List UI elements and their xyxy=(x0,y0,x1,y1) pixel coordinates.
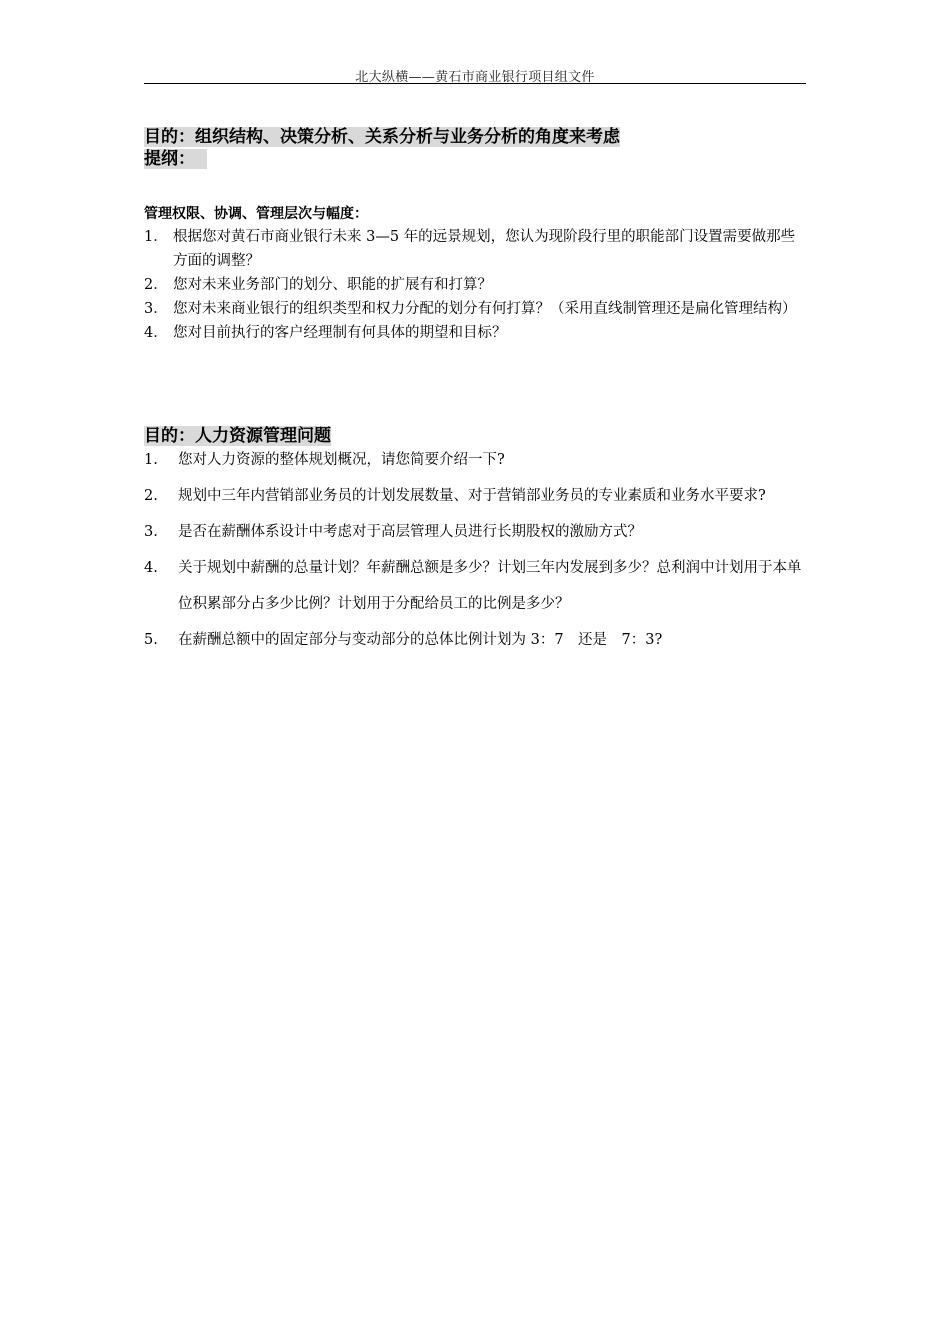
list-item-text: 规划中三年内营销部业务员的计划发展数量、对于营销部业务员的专业素质和业务水平要求? xyxy=(178,488,766,504)
section2-purpose: 目的：人力资源管理问题 xyxy=(144,426,331,446)
list-item xyxy=(144,321,808,345)
list-item-text: 是否在薪酬体系设计中考虑对于高层管理人员进行长期股权的激励方式？ xyxy=(178,524,642,540)
list-item-number: 1． xyxy=(144,229,168,245)
list-item-number: 4. xyxy=(144,560,158,576)
list-item-text: 您对人力资源的整体规划概况，请您简要介绍一下? xyxy=(178,452,505,468)
list-item xyxy=(144,273,808,297)
list-item xyxy=(144,514,808,550)
header-divider xyxy=(144,83,806,84)
list-item-number: 4． xyxy=(144,325,168,341)
list-item xyxy=(144,297,808,321)
list-item-text: 关于规划中薪酬的总量计划？年薪酬总额是多少？计划三年内发展到多少？总利润中计划用于本单位积累部分占多少比例？计划用于分配给员工的比例是多少？ xyxy=(178,560,802,612)
section1-heading xyxy=(144,126,620,170)
section1-list xyxy=(144,225,808,345)
list-item-text: 您对未来业务部门的划分、职能的扩展有和打算？ xyxy=(173,277,492,293)
list-item xyxy=(144,550,808,622)
list-item-number: 1. xyxy=(144,452,158,468)
list-item-text: 在薪酬总额中的固定部分与变动部分的总体比例计划为 3：7 还是 7：3? xyxy=(178,632,663,648)
list-item-text: 您对未来商业银行的组织类型和权力分配的划分有何打算？（采用直线制管理还是扁化管理结构） xyxy=(173,301,797,317)
list-item-text: 您对目前执行的客户经理制有何具体的期望和目标？ xyxy=(173,325,507,341)
list-item-number: 3. xyxy=(144,524,158,540)
section1-purpose: 目的：组织结构、决策分析、关系分析与业务分析的角度来考虑 xyxy=(144,127,620,147)
section1-subheading: 管理权限、协调、管理层次与幅度： xyxy=(144,206,368,222)
list-item-number: 2. xyxy=(144,488,158,504)
list-item-number: 2． xyxy=(144,277,168,293)
list-item-number: 3． xyxy=(144,301,168,317)
section2-list xyxy=(144,442,808,658)
list-item-number: 5. xyxy=(144,632,158,648)
list-item xyxy=(144,478,808,514)
list-item-text: 根据您对黄石市商业银行未来 3—5 年的远景规划，您认为现阶段行里的职能部门设置需要做那些方面的调整？ xyxy=(173,229,796,269)
list-item xyxy=(144,442,808,478)
section1-outline: 提纲： xyxy=(144,149,195,169)
list-item xyxy=(144,622,808,658)
page-header: 北大纵横——黄石市商业银行项目组文件 xyxy=(355,70,595,85)
list-item xyxy=(144,225,808,273)
